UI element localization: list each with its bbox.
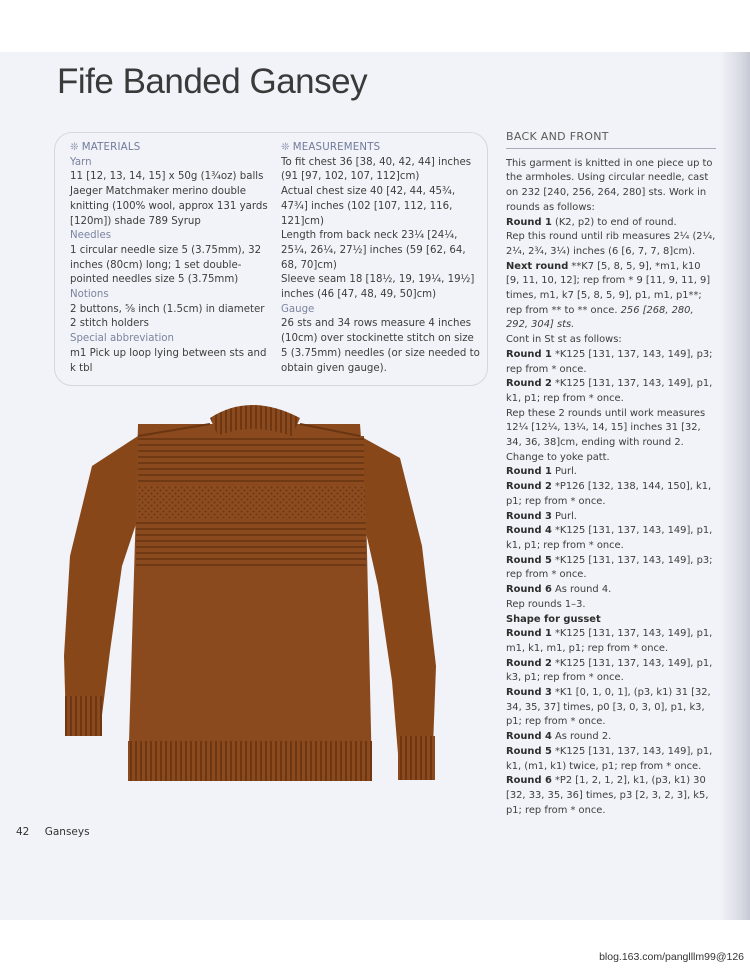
instruction-row: Round 1 *K125 [131, 137, 143, 149], p1, m1, k1, m1, p1; rep from * once. — [506, 628, 713, 654]
materials-heading: ❊ MATERIALS — [70, 142, 141, 153]
watermark-text: blog.163.com/panglllm99@126 — [599, 951, 744, 963]
page-gutter-shadow — [720, 52, 750, 920]
yarn-heading: Yarn — [70, 156, 92, 168]
instruction-row: Round 5 *K125 [131, 137, 143, 149], p3; rep from * once. — [506, 554, 713, 581]
instruction-row: Round 5 *K125 [131, 137, 143, 149], p1, k1, (m1, k1) twice, p1; rep from * once. — [506, 745, 713, 772]
measurements-heading: ❊ MEASUREMENTS — [281, 142, 381, 153]
page-footer — [16, 826, 90, 838]
yarn-text: 11 [12, 13, 14, 15] x 50g (1¾oz) balls Jaeger Matchmaker merino double knitting (100% wool, approx 131 yards [120m]) shade 789 Syrup — [70, 171, 268, 227]
instruction-row: Round 1 Purl. — [506, 466, 577, 478]
notions-heading: Notions — [70, 289, 109, 301]
instruction-text: Rep these 2 rounds until work measures 12¼ [12¼, 13¼, 14, 15] inches 31 [32, 34, 36, 38]cm, ending with round 2. — [506, 407, 706, 449]
back-front-heading: BACK AND FRONT — [506, 130, 716, 149]
abbreviation-text: m1 Pick up loop lying between sts and k tbl — [70, 347, 267, 374]
instruction-row: Round 6 As round 4. — [506, 584, 612, 596]
left-cuff — [65, 696, 102, 736]
yoke-seed-band — [137, 486, 365, 518]
page-title: Fife Banded Gansey — [57, 62, 368, 101]
needles-text: 1 circular needle size 5 (3.75mm), 32 inches (80cm) long; 1 set double-pointed needles size 5 (3.75mm) — [70, 244, 262, 286]
length-text: Length from back neck 23¼ [24¼, 25¼, 26¼, 27½] inches (59 [62, 64, 68, 70]cm) — [281, 230, 466, 271]
fit-chest-text: To fit chest 36 [38, 40, 42, 44] inches (91 [97, 102, 107, 112]cm) — [281, 156, 472, 183]
instruction-row: Round 1 (K2, p2) to end of round. — [506, 216, 677, 228]
instruction-row: Round 1 *K125 [131, 137, 143, 149], p3; rep from * once. — [506, 348, 713, 375]
right-cuff — [398, 736, 435, 780]
instruction-row: Round 2 *P126 [132, 138, 144, 150], k1, p1; rep from * once. — [506, 481, 712, 507]
snowflake-icon: ❊ — [281, 142, 290, 153]
actual-chest-text: Actual chest size 40 [42, 44, 45¾, 47¾] inches (102 [107, 112, 116, 121]cm) — [281, 186, 456, 227]
sweater-photo — [60, 396, 440, 818]
back-front-section — [506, 130, 716, 818]
abbreviation-heading: Special abbreviation — [70, 333, 174, 345]
intro-text: This garment is knitted in one piece up to the armholes. Using circular needle, cast on 232 [240, 256, 264, 280] sts. Work in rounds as follows: — [506, 157, 713, 213]
needles-heading: Needles — [70, 230, 112, 242]
instruction-text: Rep this round until rib measures 2¼ (2¼, 2¼, 2¾, 3¼) inches (6 [6, 7, 7, 8]cm). — [506, 231, 716, 257]
instruction-row: Round 6 *P2 [1, 2, 1, 2], k1, (p3, k1) 30 [32, 33, 35, 36] times, p3 [2, 3, 2, 3], k5, p1; rep from * once. — [506, 775, 709, 816]
yoke-ridge-band — [138, 436, 364, 486]
sleeve-seam-text: Sleeve seam 18 [18½, 19, 19¼, 19½] inches (46 [47, 48, 49, 50]cm) — [281, 274, 475, 301]
snowflake-icon: ❊ — [70, 142, 79, 153]
instruction-text: Cont in St st as follows: — [506, 334, 622, 346]
instruction-row: Round 4 *K125 [131, 137, 143, 149], p1, k1, p1; rep from * once. — [506, 525, 713, 551]
instruction-text: Change to yoke patt. — [506, 451, 610, 463]
section-name: Ganseys — [44, 826, 90, 838]
hem-rib — [128, 741, 372, 781]
instruction-row: Round 2 *K125 [131, 137, 143, 149], p1, k1, p1; rep from * once. — [506, 378, 713, 404]
instruction-row: Round 3 *K1 [0, 1, 0, 1], (p3, k1) 31 [32, 34, 35, 37] times, p0 [3, 0, 3, 0], p1, k3, p1; rep from * once. — [506, 687, 711, 728]
instruction-row: Round 2 *K125 [131, 137, 143, 149], p1, k3, p1; rep from * once. — [506, 657, 713, 684]
right-sleeve — [360, 436, 436, 778]
instruction-row: Round 4 As round 2. — [506, 731, 612, 743]
notions-text: 2 buttons, ⅝ inch (1.5cm) in diameter 2 stitch holders — [70, 303, 265, 330]
left-sleeve — [64, 436, 142, 731]
yoke-ridge-band-lower — [136, 518, 366, 566]
gauge-heading: Gauge — [281, 303, 315, 315]
materials-section — [70, 141, 270, 376]
gauge-text: 26 sts and 34 rows measure 4 inches (10cm) over stockinette stitch on size 5 (3.75mm) needles (or size needed to obtain given gauge). — [281, 318, 480, 374]
instruction-row: Next round **K7 [5, 8, 5, 9], *m1, k10 [9, 11, 10, 12]; rep from * 9 [11, 9, 11, 9] times, m1, k7 [5, 8, 5, 9], p1, m1, p1**; rep from ** to ** once. 256 [268, 280, 292, 304] sts. — [506, 260, 711, 331]
gusset-heading: Shape for gusset — [506, 613, 601, 625]
instruction-text: Rep rounds 1–3. — [506, 598, 586, 610]
instruction-row: Round 3 Purl. — [506, 510, 577, 522]
page-number: 42 — [16, 826, 30, 838]
scan-top-margin — [0, 0, 750, 52]
measurements-section — [281, 141, 481, 376]
